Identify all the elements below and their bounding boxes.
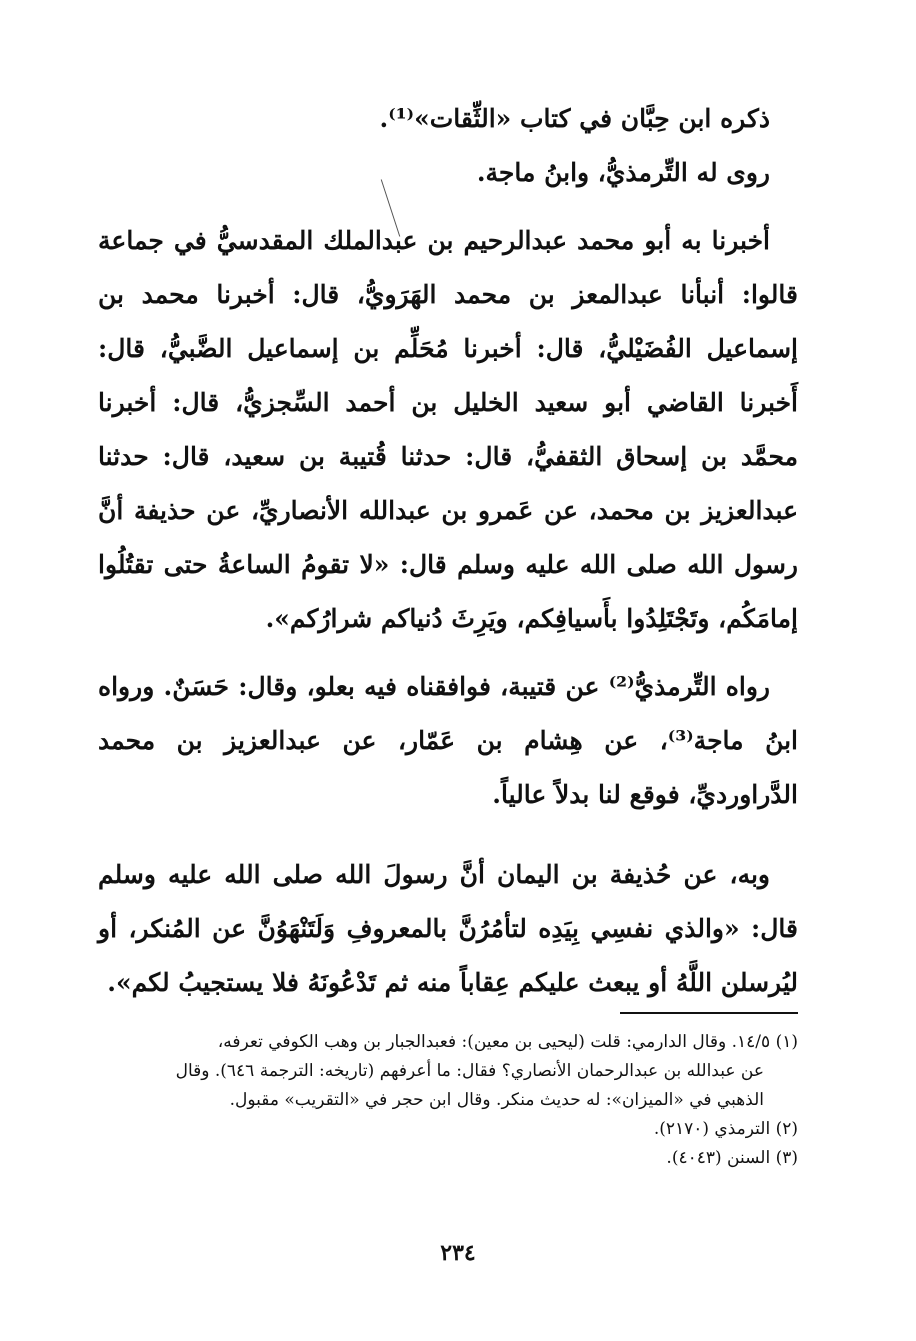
footnote-divider: [620, 1012, 798, 1014]
footnote-1-line-2: عن عبدالله بن عبدالرحمان الأنصاري؟ فقال: ما أعرفهم (تاريخه: الترجمة ٦٤٦). وقال: [175, 1061, 764, 1081]
footnote-2: (٢) الترمذي (٢١٧٠).: [653, 1119, 798, 1139]
footnotes: [98, 1028, 798, 1173]
paragraph-thiqat: ذكره ابن حِبَّان في كتاب «الثِّقات»⁽¹⁾.: [379, 104, 770, 133]
paragraph-hadith-1-isnad: أخبرنا به أبو محمد عبدالرحيم بن عبدالملك المقدسيُّ في جماعة قالوا: أنبأنا عبدالمعز بن محمد الهَرَويُّ، قال: أخبرنا محمد بن إسماعيل الفُضَيْليُّ، قال: أخبرنا مُحَلِّم بن إسماعيل الضَّبيُّ، قال: أَخبرنا القاضي أبو سعيد الخليل بن أحمد السِّجزيُّ، قال: أخبرنا محمَّد بن إسحاق الثقفيُّ، قال: حدثنا قُتيبة بن سعيد، قال: حدثنا عبدالعزيز بن محمد، عن عَمرو بن عبدالله الأنصاريِّ، عن حذيفة أنَّ رسول الله صلى الله عليه وسلم قال: «لا تقومُ الساعةُ حتى تقتُلُوا إمامَكُم، وتَجْتَلِدُوا بأَسيافِكم، ويَرِثَ دُنياكم شرارُكم».: [98, 226, 798, 633]
paragraph-hadith-1-takhrij: رواه التِّرمذيُّ⁽²⁾ عن قتيبة، فوافقناه فيه بعلو، وقال: حَسَنٌ. ورواه ابنُ ماجة⁽³⁾، عن هِشام بن عَمّار، عن عبدالعزيز بن محمد الدَّراورديِّ، فوقع لنا بدلاً عالياً.: [98, 672, 799, 809]
paragraph-hadith-2: وبه، عن حُذيفة بن اليمان أنَّ رسولَ الله صلى الله عليه وسلم قال: «والذي نفسِي بِيَدِه لتأمُرُنَّ بالمعروفِ وَلَتَنْهَوُنَّ عن المُنكر، أو ليُرسلن اللَّهُ أو يبعث عليكم عِقاباً منه ثم تَدْعُونَهُ فلا يستجيبُ لكم».: [98, 860, 798, 997]
footnote-1-line-3: الذهبي في «الميزان»: له حديث منكر. وقال ابن حجر في «التقريب» مقبول.: [229, 1090, 764, 1110]
footnote-1-line-1: (١) ١٤/٥. وقال الدارمي: قلت (ليحيى بن معين): فعبدالجبار بن وهب الكوفي تعرفه،: [217, 1032, 798, 1052]
footnote-3: (٣) السنن (٤٠٤٣).: [666, 1148, 798, 1168]
page-number: ٢٣٤: [440, 1240, 476, 1266]
main-text: [98, 92, 798, 1010]
paragraph-narrators: روى له التِّرمذيُّ، وابنُ ماجة.: [476, 158, 770, 187]
